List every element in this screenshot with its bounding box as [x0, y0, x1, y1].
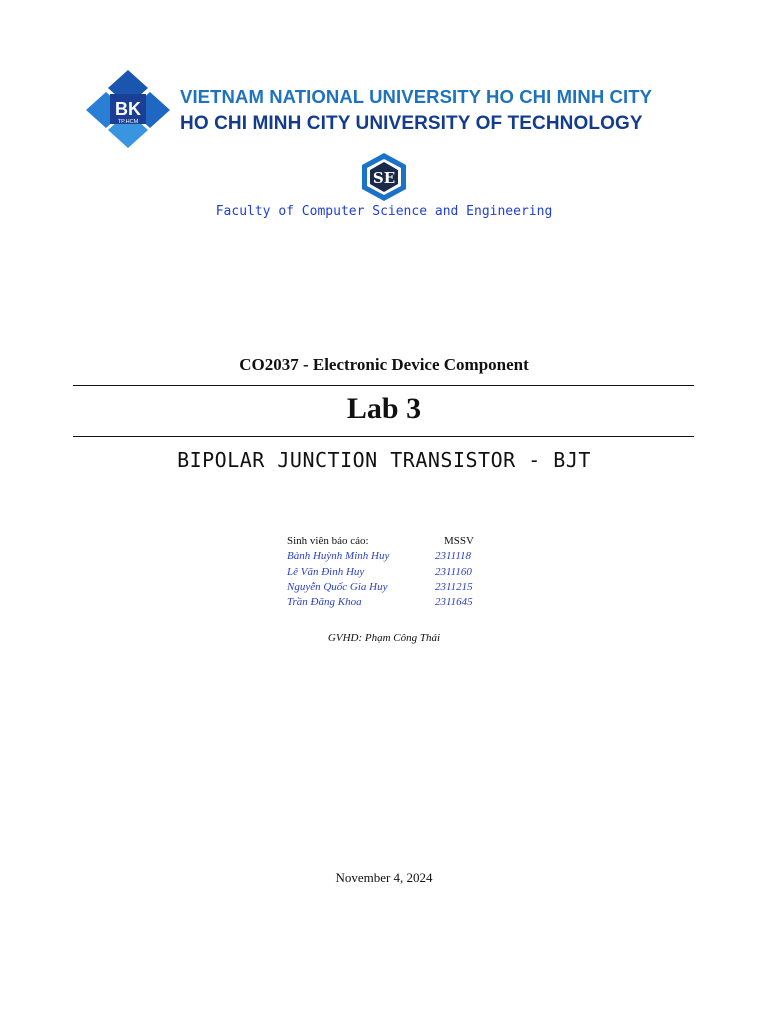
student-table [287, 535, 487, 611]
se-logo-text: SE [372, 169, 396, 187]
student-id: 2311118 [435, 550, 472, 563]
student-row [287, 550, 487, 565]
student-name: Trần Đăng Khoa [287, 596, 362, 609]
lab-subtitle: BIPOLAR JUNCTION TRANSISTOR - BJT [177, 448, 591, 472]
faculty-name: Faculty of Computer Science and Engineering [215, 204, 553, 219]
title-rule-top [73, 385, 694, 386]
report-date: November 4, 2024 [335, 870, 433, 885]
student-table-header [287, 535, 487, 550]
student-name: Bành Huỳnh Minh Huy [287, 550, 390, 563]
bk-logo-subtext: TP.HCM [117, 119, 139, 125]
student-id-header: MSSV [444, 535, 474, 547]
se-faculty-logo [360, 152, 408, 202]
course-title: CO2037 - Electronic Device Component [239, 355, 529, 374]
university-line-1: VIETNAM NATIONAL UNIVERSITY HO CHI MINH CITY [180, 86, 653, 107]
bk-university-logo [86, 68, 170, 150]
student-row [287, 566, 487, 581]
university-line-2: HO CHI MINH CITY UNIVERSITY OF TECHNOLOGY [180, 113, 643, 134]
student-name: Lê Văn Đình Huy [287, 565, 365, 578]
title-rule-bottom [73, 436, 694, 437]
student-id: 2311645 [435, 596, 473, 609]
bk-logo-text: BK [115, 99, 141, 119]
lab-title: Lab 3 [346, 392, 422, 425]
student-row [287, 581, 487, 596]
student-id: 2311215 [435, 580, 473, 593]
student-name-header: Sinh viên báo cáo: [287, 535, 369, 547]
student-id: 2311160 [435, 565, 472, 578]
student-row [287, 596, 487, 611]
student-name: Nguyễn Quốc Gia Huy [287, 580, 388, 593]
advisor: GVHD: Phạm Công Thái [327, 632, 441, 644]
